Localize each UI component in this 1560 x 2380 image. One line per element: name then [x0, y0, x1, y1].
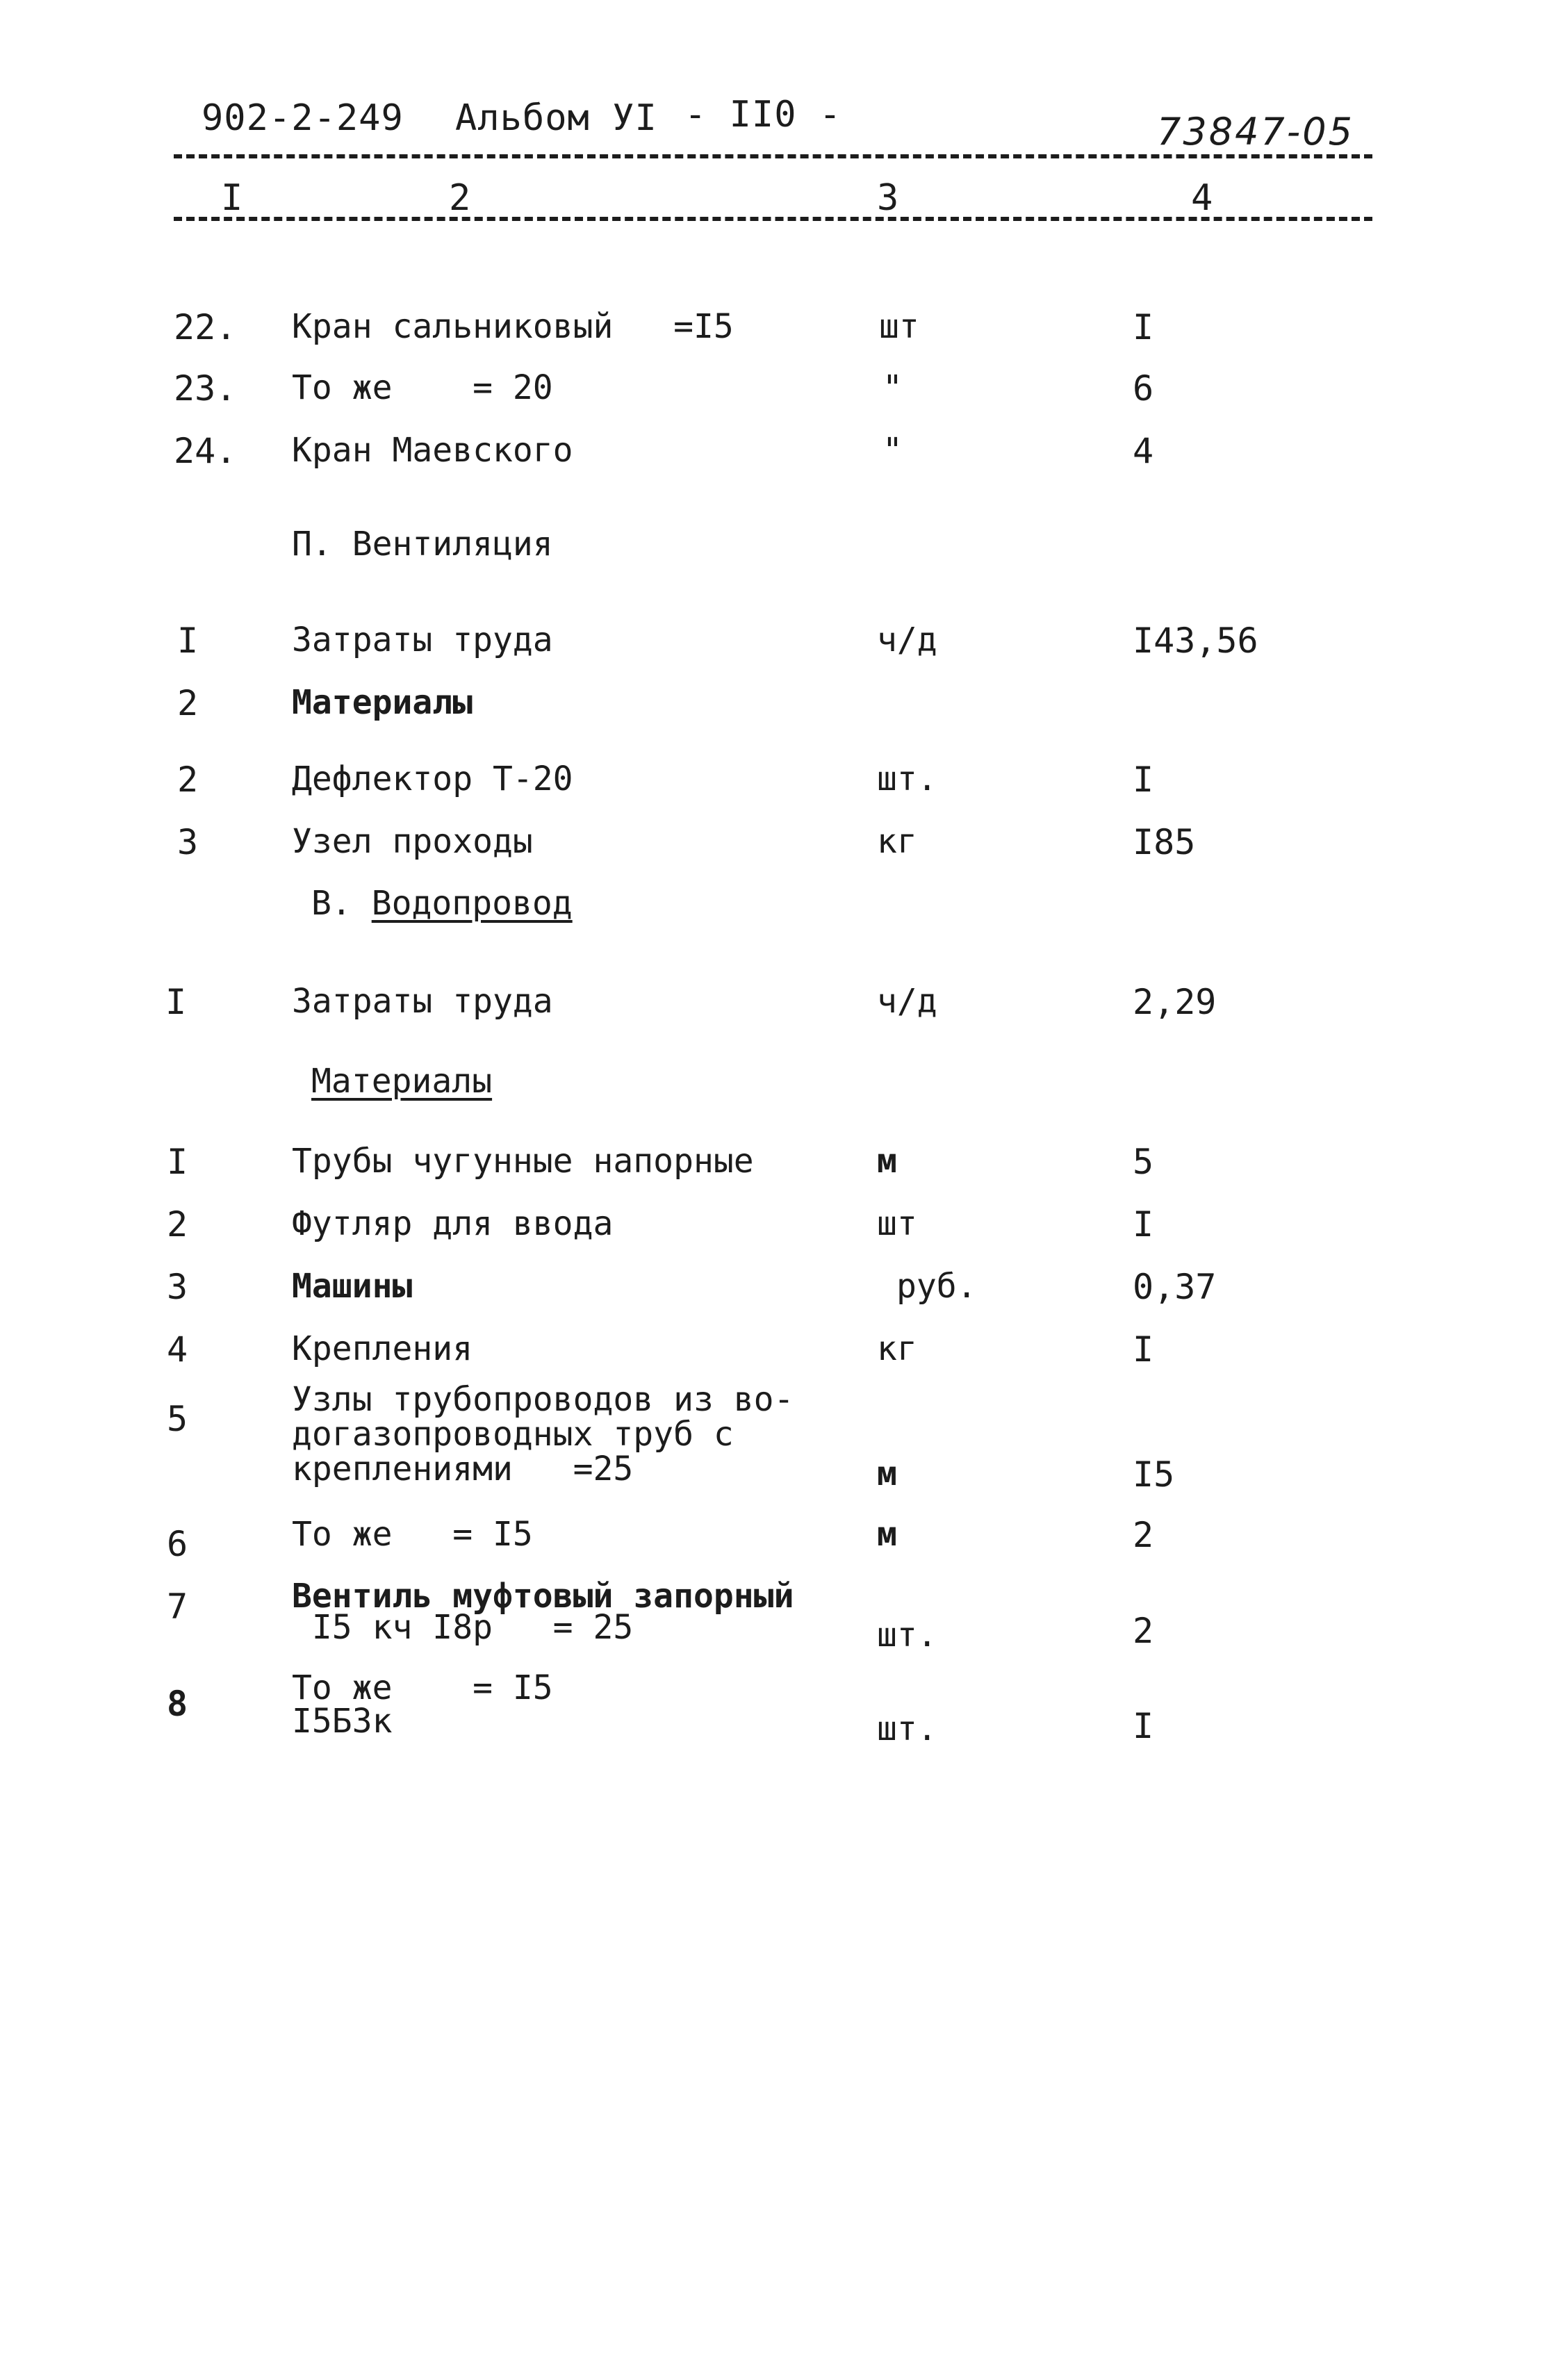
- row-number: 3: [177, 822, 199, 862]
- row-number: 22.: [174, 307, 237, 347]
- item-qty: 0,37: [1133, 1267, 1217, 1307]
- item-name: То же = I5: [292, 1515, 533, 1554]
- doc-code: 902-2-249: [202, 97, 404, 139]
- row-number: 3: [167, 1267, 188, 1307]
- item-unit: шт.: [877, 760, 937, 798]
- item-unit: кг: [877, 1329, 917, 1368]
- item-name: То же = 20: [292, 368, 553, 407]
- item-name-line: догазопроводных труб с: [292, 1415, 734, 1454]
- section-title-water: [311, 884, 573, 923]
- column-number-1: I: [221, 177, 243, 219]
- item-name: Футляр для ввода: [292, 1204, 614, 1243]
- item-unit: м: [877, 1142, 897, 1181]
- row-number: 24.: [174, 431, 237, 471]
- item-unit: шт: [879, 307, 919, 346]
- item-qty: I: [1133, 1329, 1154, 1370]
- row-number: I: [165, 982, 187, 1022]
- item-unit: кг: [877, 822, 917, 861]
- row-number: 7: [167, 1586, 188, 1627]
- item-qty: 6: [1133, 368, 1154, 409]
- handwritten-code: 73847-05: [1157, 110, 1354, 154]
- column-number-2: 2: [449, 177, 471, 219]
- item-unit: шт: [877, 1204, 917, 1243]
- row-number: 5: [167, 1399, 188, 1439]
- item-qty: I43,56: [1133, 621, 1258, 661]
- item-unit: ": [882, 431, 903, 470]
- item-qty: I: [1133, 760, 1154, 800]
- item-name: Дефлектор Т-20: [292, 760, 573, 798]
- item-name-line: То же = I5: [292, 1668, 553, 1707]
- item-unit: ч/д: [877, 621, 937, 659]
- item-unit: м: [877, 1515, 897, 1554]
- item-name: Крепления: [292, 1329, 473, 1368]
- item-name: Кран Маевского: [292, 431, 573, 470]
- row-number: 8: [167, 1684, 188, 1724]
- item-name: Трубы чугунные напорные: [292, 1142, 754, 1181]
- row-number: 4: [167, 1329, 188, 1370]
- row-number: 23.: [174, 368, 237, 409]
- item-qty: 2,29: [1133, 982, 1217, 1022]
- row-number: 6: [167, 1524, 188, 1564]
- item-qty: I5: [1133, 1454, 1175, 1495]
- item-name-line: I5Б3к: [292, 1702, 393, 1741]
- item-name-line: креплениями =25: [292, 1450, 634, 1488]
- row-number: 2: [177, 760, 199, 800]
- item-unit: шт.: [877, 1616, 937, 1655]
- item-qty: 2: [1133, 1611, 1154, 1651]
- item-unit: ч/д: [877, 982, 937, 1021]
- item-qty: 4: [1133, 431, 1154, 471]
- row-number: I: [177, 621, 199, 661]
- column-number-4: 4: [1191, 177, 1213, 219]
- item-name: Материалы: [292, 683, 473, 722]
- item-name-line: Узлы трубопроводов из во-: [292, 1380, 794, 1419]
- header-divider: [174, 154, 1372, 158]
- item-unit: ": [882, 368, 903, 407]
- section-title-text: Водопровод: [371, 884, 573, 923]
- album-label: Альбом УI: [455, 97, 657, 139]
- materials-subtitle: Материалы: [311, 1062, 493, 1101]
- item-qty: 5: [1133, 1142, 1154, 1182]
- item-name-line: Вентиль муфтовый запорный: [292, 1577, 794, 1616]
- column-number-3: 3: [877, 177, 899, 219]
- item-name: Затраты труда: [292, 621, 553, 659]
- item-name: Затраты труда: [292, 982, 553, 1021]
- item-unit: руб.: [896, 1267, 977, 1306]
- item-name: Машины: [292, 1267, 413, 1306]
- item-qty: I: [1133, 1706, 1154, 1746]
- section-title-ventilation: П. Вентиляция: [292, 525, 553, 564]
- item-unit: м: [877, 1454, 897, 1493]
- item-qty: I: [1133, 307, 1154, 347]
- item-qty: I85: [1133, 822, 1196, 862]
- item-name-line: I5 кч I8р = 25: [292, 1608, 634, 1647]
- column-divider: [174, 217, 1372, 221]
- item-qty: 2: [1133, 1515, 1154, 1555]
- section-prefix: В.: [311, 884, 352, 923]
- row-number: 2: [177, 683, 199, 723]
- row-number: I: [167, 1142, 188, 1182]
- item-name: Узел проходы: [292, 822, 533, 861]
- page-number: - II0 -: [684, 94, 842, 136]
- item-unit: шт.: [877, 1709, 937, 1748]
- row-number: 2: [167, 1204, 188, 1245]
- item-qty: I: [1133, 1204, 1154, 1245]
- item-name: Кран сальниковый =I5: [292, 307, 734, 346]
